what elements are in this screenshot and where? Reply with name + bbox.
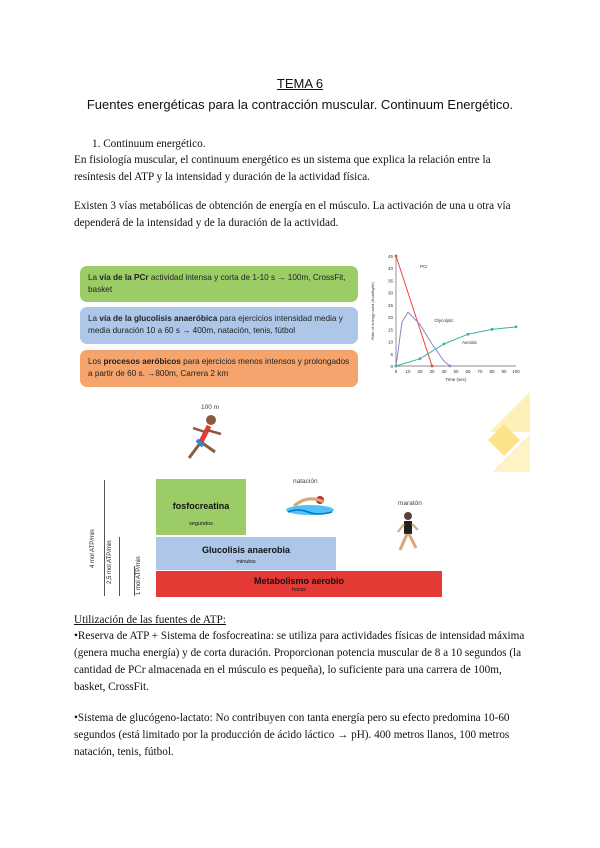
chart-y-tick: 25 [387,302,393,308]
chart-x-tick: 60 [465,369,471,374]
bar-fosfo-sub: segundos [189,521,213,527]
chart-y-tick: 15 [387,327,393,333]
chart-point [449,365,452,368]
paragraph-2: Existen 3 vías metabólicas de obtención de energía en el músculo. La activación de una u otra vía dependerá de la intensidad y de la duración de la actividad. [74,200,511,229]
axis-line-2 [119,537,120,596]
label-maraton: maratón [398,500,422,507]
label-100m: 100 m [201,404,220,411]
bar-gluco-sub: minutos [236,559,256,565]
chart-point [443,343,446,346]
marathon-runner-icon [394,510,422,562]
bar-fosfocreatina [156,479,246,535]
chart-x-tick: 0 [394,369,398,374]
chart-y-tick: 45 [387,254,393,259]
page-subtitle: Fuentes energéticas para la contracción muscular. Continuum Energético. [86,97,514,112]
chart-legend-pcr: PCr [420,264,428,270]
energy-chart [366,250,526,390]
box-aer-bold: procesos aeróbicos [103,357,181,366]
y-label-1mol: 1 mol ATP/min [136,556,142,595]
box-gly-pre: La [88,314,100,323]
box-gly-text: para ejercicios intensidad media y media duración 10 a 60 s → 400m, natación, tenis, fútbol [88,314,343,335]
chart-point [515,325,518,328]
chart-point [491,328,494,331]
label-natacion: natación [293,478,318,485]
box-gly-bold: vía de la glucolisis anaeróbica [99,314,218,323]
box-pcr-pre: La [88,273,100,282]
chart-y-tick: 35 [387,278,393,284]
chart-point [467,333,470,336]
chart-x-tick: 30 [429,369,435,374]
bar-metab-sub: horas [292,587,306,593]
y-label-25mol: 2,5 mol ATP/min [107,540,113,584]
paragraph-1: En fisiología muscular, el continuum energético es un sistema que explica la relación entre la resíntesis del ATP y la intensidad y duración de la actividad física. [74,154,491,183]
chart-point [419,357,422,360]
uses-bullet-2: •Sistema de glucógeno-lactato: No contribuyen con tanta energía pero su efecto predomina 10-60 segundos (está limitado por la producción de ácido láctico → pH). 400 metros llanos, 100 metros natación, tenis, fútbol. [74,712,510,758]
box-aerobic [80,350,358,387]
chart-point [395,255,398,258]
chart-x-label: Time (sec) [445,377,467,382]
chart-y-tick: 20 [387,315,393,321]
bar-metab-label: Metabolismo aerobio [253,576,344,586]
chart-x-tick: 50 [453,369,459,374]
box-pcr-bold: vía de la PCr [99,273,149,282]
axis-line-1 [104,480,105,596]
chart-point [395,365,398,368]
chart-y-tick: 30 [387,290,393,296]
y-label-4mol: 4 mol ATP/min [90,529,96,568]
deco-triangle [490,392,530,432]
chart-x-tick: 20 [417,369,423,374]
box-aer-text: para ejercicios menos intensos y prolongados a partir de 60 s. →800m, Carrera 2 km [88,357,350,378]
chart-y-tick: 40 [387,266,393,272]
box-glycolysis [80,307,358,344]
bar-glucolisis [156,537,336,570]
chart-x-tick: 10 [405,369,411,374]
swimmer-icon [284,490,336,518]
section-heading: 1. Continuum energético. [92,138,206,150]
chart-y-tick: 0 [390,364,393,369]
chart-x-tick: 40 [441,369,447,374]
axis-line-3 [134,566,135,596]
chart-x-tick: 90 [501,369,507,374]
bar-metabolismo [156,571,442,597]
bar-gluco-label: Glucolisis anaerobia [201,545,291,555]
chart-x-tick: 70 [477,369,483,374]
box-pcr [80,266,358,302]
uses-heading: Utilización de las fuentes de ATP: [74,614,226,626]
chart-y-tick: 5 [390,351,393,357]
uses-bullet-1: •Reserva de ATP + Sistema de fosfocreatina: se utiliza para actividades físicas de intensidad máxima (genera mucha energía) y de corta duración. Proporcionan potencia muscular de 8 a 10 segundos (la cantidad de PCr almacenada en el músculo es pequeña), lo suficiente para una carrera de 100m, basket, CrossFit. [74,630,525,693]
bar-fosfo-label: fosfocreatina [172,501,230,511]
chart-legend-aerobic: Aerobic [462,340,478,345]
sprinter-icon [183,412,227,468]
chart-x-tick: 80 [489,369,495,374]
chart-y-tick: 10 [387,339,393,345]
chart-y-label: Rate of energy used (Kcal/kg/hr) [370,282,375,340]
page-title: TEMA 6 [276,76,324,91]
chart-series-pcr [396,256,432,366]
chart-point [431,365,434,368]
chart-x-tick: 100 [512,369,520,374]
decorative-shapes [468,392,530,472]
box-aer-pre: Los [88,357,104,366]
chart-series-aerobic [396,327,516,366]
box-pcr-text: actividad intensa y corta de 1-10 s → 100m, CrossFit, basket [88,273,346,294]
chart-legend-glycolytic: Glycolytic [434,318,454,323]
